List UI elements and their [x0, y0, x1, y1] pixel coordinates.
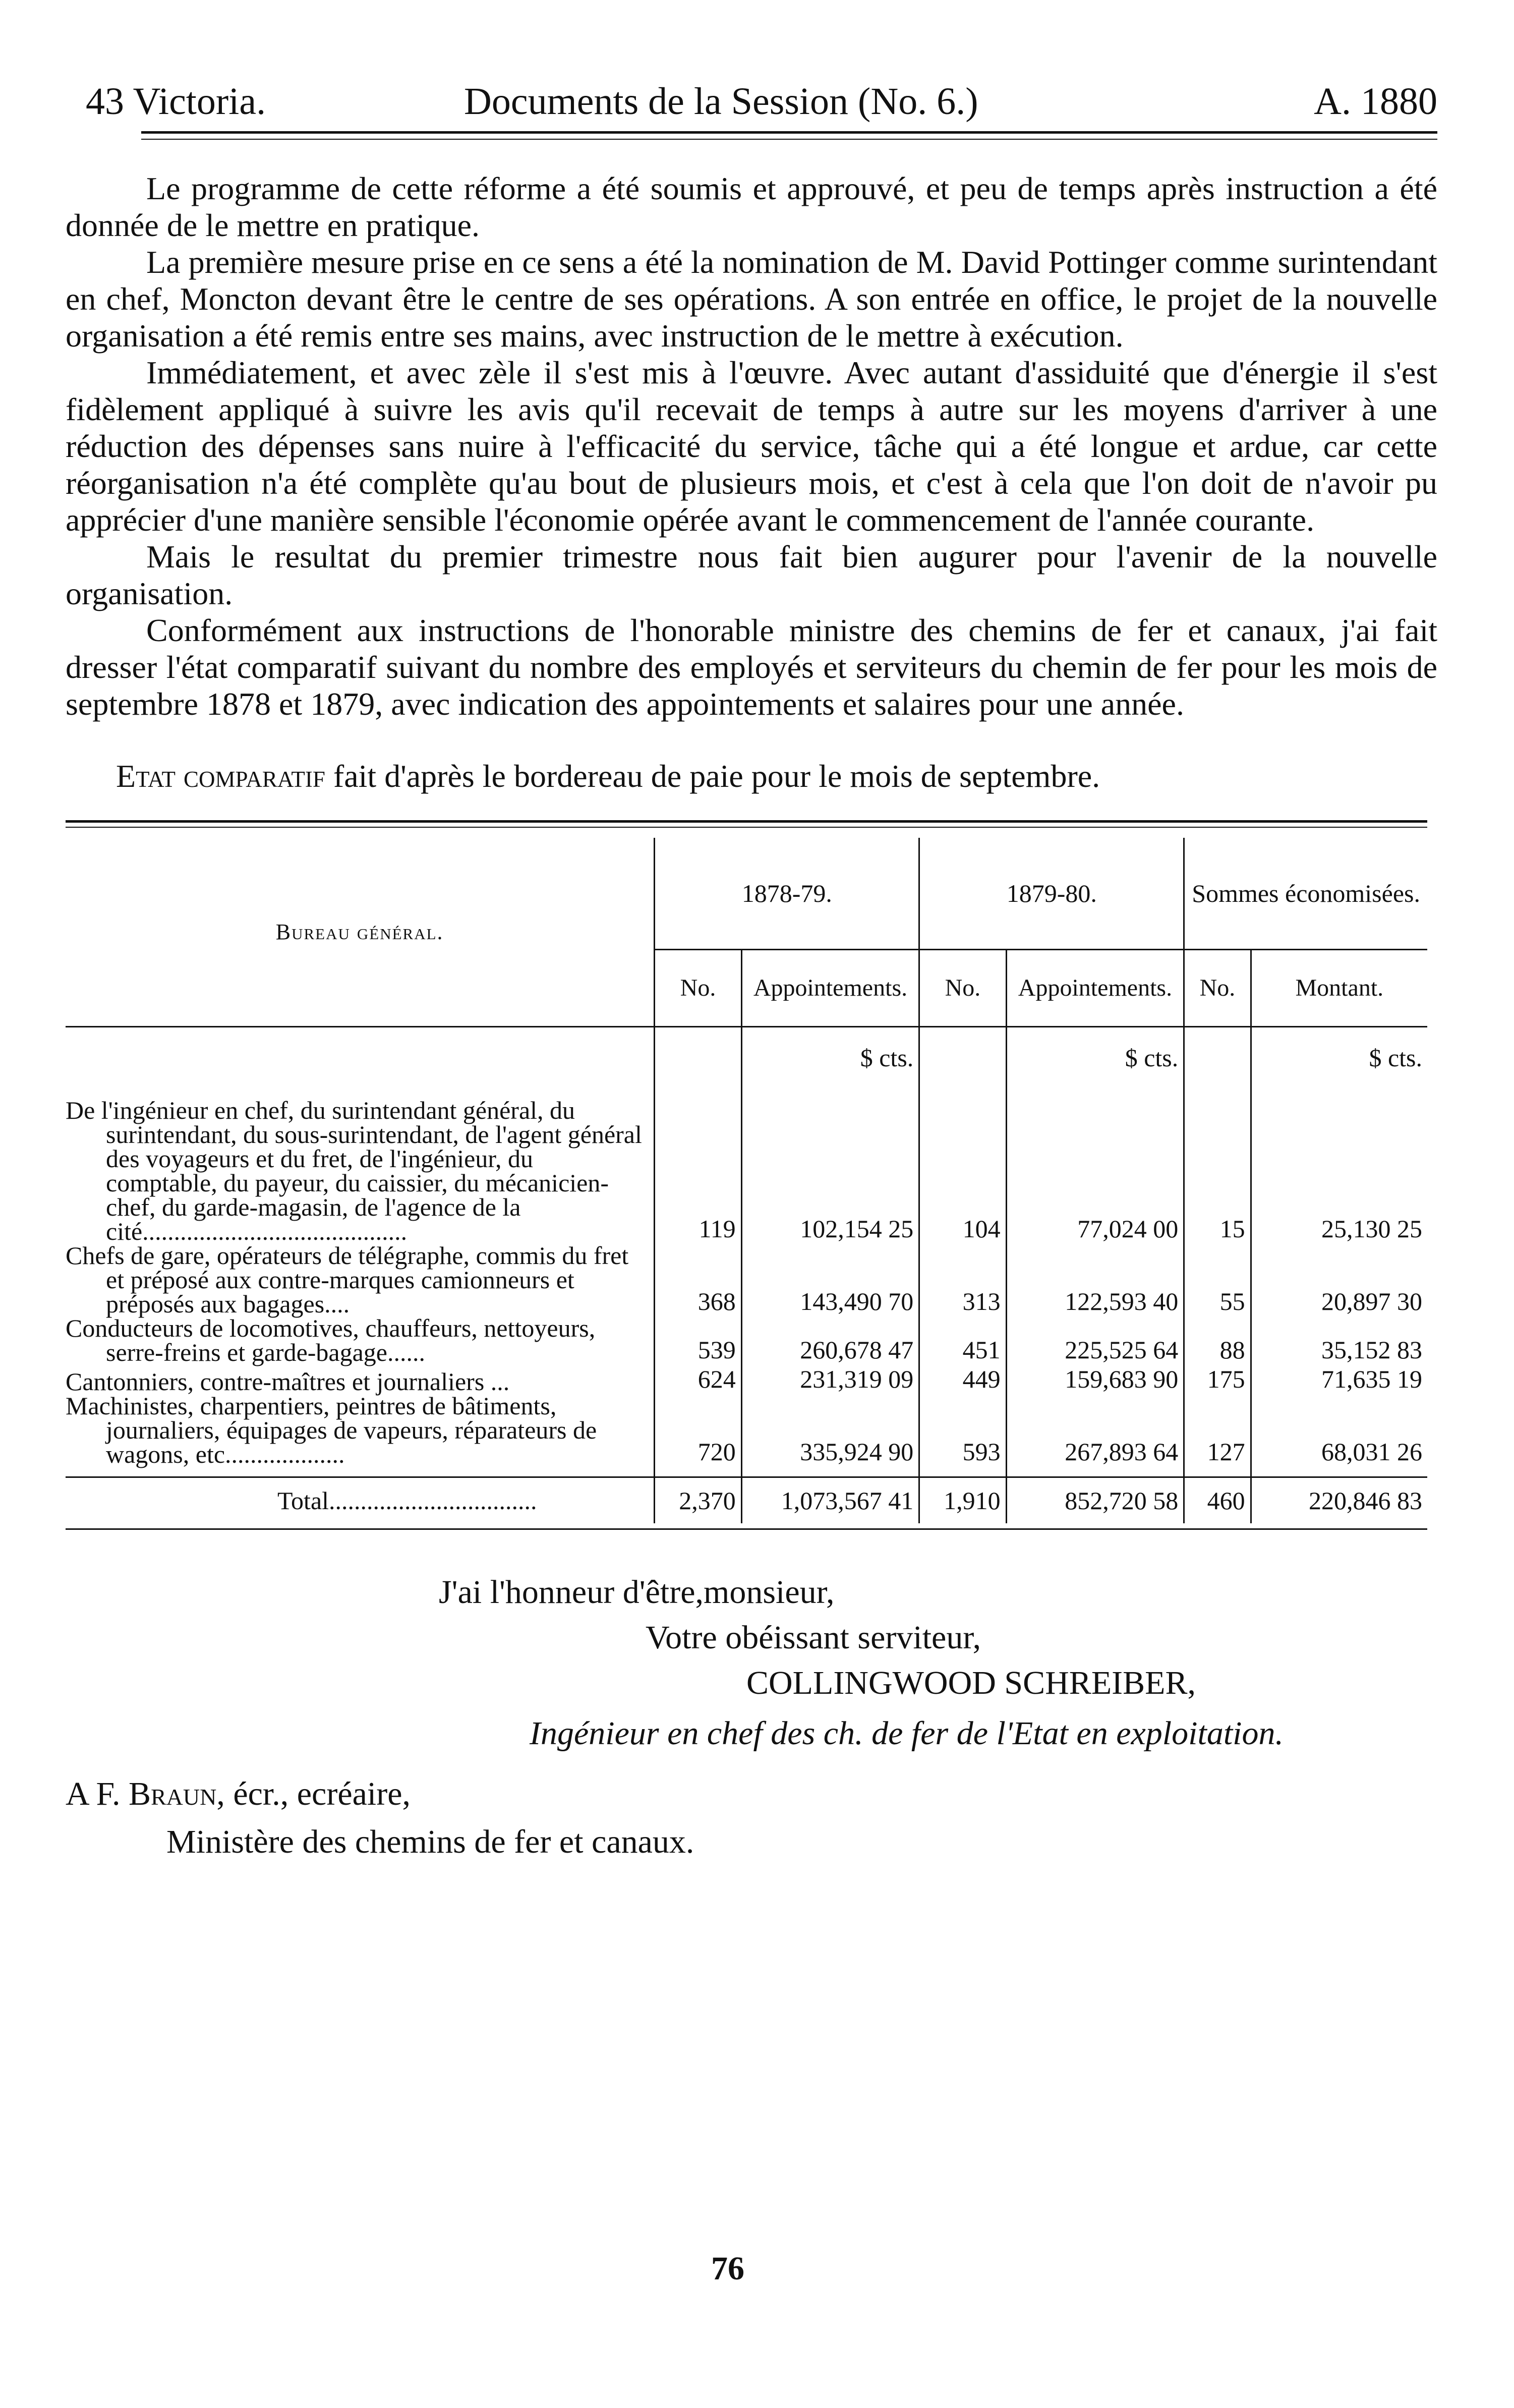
cell-amount-2: 77,024 00 — [1006, 1088, 1184, 1243]
total-amount-3: 220,846 83 — [1251, 1477, 1427, 1524]
cell-amount-3: 20,897 30 — [1251, 1243, 1427, 1316]
col-no-2: No. — [919, 950, 1006, 1027]
table-row — [66, 1088, 1427, 1243]
caption-lead: Etat comparatif — [116, 758, 325, 794]
signature: COLLINGWOOD SCHREIBER, — [746, 1665, 1196, 1701]
cell-no-3: 15 — [1184, 1088, 1251, 1243]
col-no-3: No. — [1184, 950, 1251, 1027]
cell-no-3: 55 — [1184, 1243, 1251, 1316]
cell-amount-3: 35,152 83 — [1251, 1316, 1427, 1364]
col-no-1: No. — [655, 950, 741, 1027]
table-top-rule — [66, 820, 1427, 828]
table-row — [66, 1316, 1427, 1364]
addressee-name: Braun — [128, 1775, 217, 1812]
paragraph: Le programme de cette réforme a été soumis et approuvé, et peu de temps après instruction a été donnée de le mettre en pratique. — [66, 170, 1437, 243]
cell-amount-2: 159,683 90 — [1006, 1364, 1184, 1394]
paragraph: Mais le resultat du premier trimestre nous fait bien augurer pour l'avenir de la nouvelle organisation. — [66, 539, 1437, 611]
header-rule — [141, 131, 1437, 140]
cell-amount-1: 102,154 25 — [741, 1088, 919, 1243]
cell-no-2: 313 — [919, 1243, 1006, 1316]
closing-block — [66, 1560, 1437, 1873]
total-row — [66, 1477, 1427, 1524]
col-appointements-2: Appointements. — [1006, 950, 1184, 1027]
row-description: Machinistes, charpentiers, peintres de bâtiments, journaliers, équipages de vapeurs, réparateurs de wagons, etc................... — [66, 1392, 597, 1468]
cell-no-2: 451 — [919, 1316, 1006, 1364]
unit-label: $ cts. — [741, 1027, 919, 1088]
cell-no-2: 449 — [919, 1364, 1006, 1394]
unit-label: $ cts. — [1251, 1027, 1427, 1088]
row-description: De l'ingénieur en chef, du surintendant général, du surintendant, du sous-surintendant, de l'agent général des voyageurs et du fret, de l'ingénieur, du comptable, du payeur, du caissier, du mécanicien-chef, du garde-magasin, de l'agence de la cité.......................................... — [66, 1096, 642, 1245]
cell-no-3: 175 — [1184, 1364, 1251, 1394]
paragraph: Conformément aux instructions de l'honorable ministre des chemins de fer et canaux, j'ai fait dresser l'état comparatif suivant du nombre des employés et serviteurs du chemin de fer pour les mois de septembre 1878 et 1879, avec indication des appointements et salaires pour une année. — [66, 612, 1437, 722]
cell-amount-3: 25,130 25 — [1251, 1088, 1427, 1243]
caption-rest: fait d'après le bordereau de paie pour le mois de septembre. — [333, 758, 1100, 794]
col-montant: Montant. — [1251, 950, 1427, 1027]
addressee-rest: , écr., ecréaire, — [216, 1775, 411, 1812]
cell-amount-1: 260,678 47 — [741, 1316, 919, 1364]
period-1-header: 1878-79. — [655, 838, 919, 950]
table-row — [66, 1364, 1427, 1394]
total-label: Total................................. — [66, 1477, 655, 1524]
comparative-table — [66, 838, 1427, 1523]
bureau-header: Bureau général. — [275, 920, 444, 944]
cell-no-2: 593 — [919, 1394, 1006, 1477]
cell-no-1: 119 — [655, 1088, 741, 1243]
header-volume: 43 Victoria. — [86, 80, 266, 123]
cell-no-1: 624 — [655, 1364, 741, 1394]
cell-no-2: 104 — [919, 1088, 1006, 1243]
signatory-title: Ingénieur en chef des ch. de fer de l'Etat en exploitation. — [530, 1715, 1284, 1752]
total-no-2: 1,910 — [919, 1477, 1006, 1524]
closing-salutation: J'ai l'honneur d'être,monsieur, — [439, 1574, 835, 1611]
table-bottom-rule — [66, 1528, 1427, 1530]
total-amount-2: 852,720 58 — [1006, 1477, 1184, 1524]
total-amount-1: 1,073,567 41 — [741, 1477, 919, 1524]
cell-amount-2: 122,593 40 — [1006, 1243, 1184, 1316]
running-header — [66, 76, 1437, 131]
cell-no-1: 539 — [655, 1316, 741, 1364]
cell-no-3: 127 — [1184, 1394, 1251, 1477]
savings-header: Sommes économisées. — [1184, 838, 1427, 950]
total-no-3: 460 — [1184, 1477, 1251, 1524]
row-description: Cantonniers, contre-maîtres et journaliers ... — [66, 1367, 510, 1396]
units-row — [66, 1027, 1427, 1088]
cell-amount-2: 225,525 64 — [1006, 1316, 1184, 1364]
closing-servant: Votre obéissant serviteur, — [646, 1619, 981, 1656]
header-title: Documents de la Session (No. 6.) — [464, 80, 978, 123]
period-2-header: 1879-80. — [919, 838, 1184, 950]
cell-amount-1: 335,924 90 — [741, 1394, 919, 1477]
addressee-initials: A F. — [66, 1775, 121, 1812]
unit-label: $ cts. — [1006, 1027, 1184, 1088]
table-row — [66, 1394, 1427, 1477]
table-row — [66, 1243, 1427, 1316]
ministry: Ministère des chemins de fer et canaux. — [166, 1823, 694, 1860]
addressee — [66, 1772, 411, 1816]
paragraph: La première mesure prise en ce sens a été la nomination de M. David Pottinger comme surintendant en chef, Moncton devant être le centre de ses opérations. A son entrée en office, le projet de la nouvelle organisation a été remis entre ses mains, avec instruction de le mettre à exécution. — [66, 244, 1437, 354]
table-caption — [66, 758, 1437, 795]
cell-amount-1: 231,319 09 — [741, 1364, 919, 1394]
document-page — [66, 76, 1437, 1873]
page-number: 76 — [711, 2250, 744, 2287]
cell-amount-1: 143,490 70 — [741, 1243, 919, 1316]
col-appointements-1: Appointements. — [741, 950, 919, 1027]
cell-amount-2: 267,893 64 — [1006, 1394, 1184, 1477]
cell-no-3: 88 — [1184, 1316, 1251, 1364]
paragraph: Immédiatement, et avec zèle il s'est mis à l'œuvre. Avec autant d'assiduité que d'énergie il s'est fidèlement appliqué à suivre les avis qu'il recevait de temps à autre sur les moyens d'arriver à une réduction des dépenses sans nuire à l'efficacité du service, tâche qui a été longue et ardue, car cette réorganisation n'a été complète qu'au bout de plusieurs mois, et c'est à cela que l'on doit de n'avoir pu apprécier d'une manière sensible l'économie opérée avant le commencement de l'année courante. — [66, 355, 1437, 538]
cell-amount-3: 68,031 26 — [1251, 1394, 1427, 1477]
cell-no-1: 720 — [655, 1394, 741, 1477]
cell-amount-3: 71,635 19 — [1251, 1364, 1427, 1394]
header-year: A. 1880 — [1314, 80, 1437, 123]
cell-no-1: 368 — [655, 1243, 741, 1316]
body-text — [66, 170, 1437, 722]
row-description: Conducteurs de locomotives, chauffeurs, nettoyeurs, serre-freins et garde-bagage...... — [66, 1314, 596, 1366]
total-no-1: 2,370 — [655, 1477, 741, 1524]
row-description: Chefs de gare, opérateurs de télégraphe, commis du fret et préposé aux contre-marques camionneurs et préposés aux bagages.... — [66, 1241, 629, 1318]
